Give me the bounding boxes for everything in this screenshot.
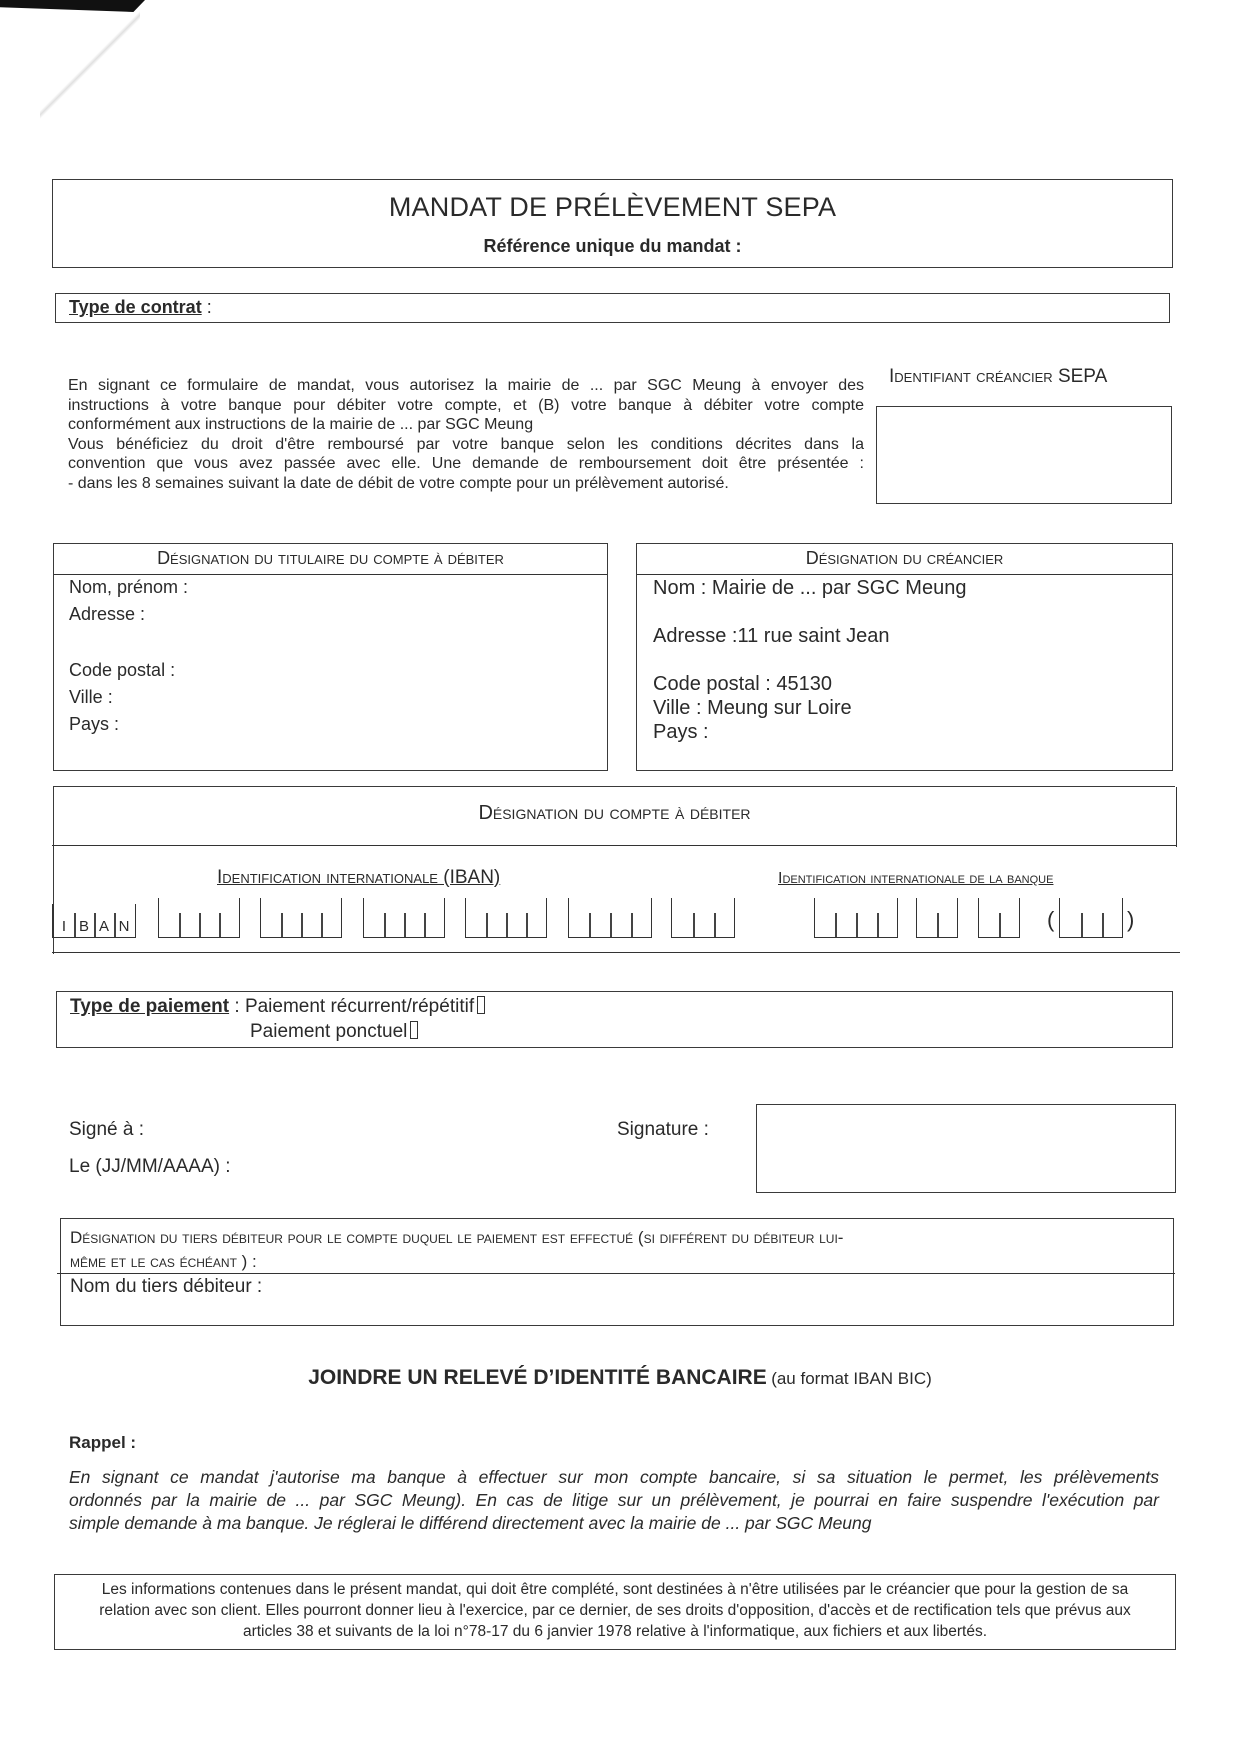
account-bottom-border [52,952,1180,953]
creditor-name: Nom : Mairie de ... par SGC Meung [653,577,967,599]
iban-letter: N [118,918,130,935]
payment-option-recurring-checkbox[interactable] [477,996,485,1014]
privacy-line: articles 38 et suivants de la loi n°78-17 du 6 janvier 1978 relative à l'informatique, aux fichiers et aux libertés. [242,1623,988,1640]
reminder-text [69,1466,1159,1535]
signature-label: Signature : [617,1119,709,1140]
third-party-name-field[interactable]: Nom du tiers débiteur : [70,1276,263,1297]
creditor-id-label: Identifiant créancier SEPA [889,366,1108,387]
intro-line: - dans les 8 semaines suivant la date de débit de votre compte pour un prélèvement autorisé. [68,474,729,492]
creditor-box [636,543,1173,771]
third-party-heading-line: Désignation du tiers débiteur pour le compte duquel le paiement est effectué (si différent du débiteur lui- [70,1228,844,1247]
iban-letter: B [78,918,89,935]
reminder-label: Rappel : [69,1433,137,1452]
contract-type-colon: : [201,297,212,317]
iban-group-6[interactable] [671,898,735,938]
payment-option-oneoff-checkbox[interactable] [410,1021,418,1039]
mandate-header-box [52,179,1173,268]
debtor-city-field[interactable]: Ville : [69,687,113,707]
page-title: MANDAT DE PRÉLÈVEMENT SEPA [388,192,837,222]
payment-type-label: Type de paiement [70,996,230,1017]
account-heading: Désignation du compte à débiter [478,802,751,824]
creditor-postal-code: Code postal : 45130 [653,673,833,695]
intro-line: convention que vous avez passée avec elle. Une demande de remboursement doit être présentée : [68,455,864,472]
bic-group-country[interactable] [916,898,958,938]
bic-group-bank[interactable] [814,898,898,938]
payment-option-oneoff-label: Paiement ponctuel [250,1021,408,1042]
creditor-address: Adresse :11 rue saint Jean [653,625,890,647]
iban-label: Identification internationale (IBAN) [217,867,501,888]
attach-rib-sub: (au format IBAN BIC) [771,1369,932,1388]
reminder-line: simple demande à ma banque. Je réglerai le différend directement avec la mairie de ... par SGC Meung [69,1513,872,1533]
contract-type-box[interactable] [55,293,1170,323]
attach-rib-main: JOINDRE UN RELEVÉ D’IDENTITÉ BANCAIRE [308,1366,767,1389]
intro-paragraph [68,376,864,493]
iban-letter: A [98,918,109,935]
date-field[interactable]: Le (JJ/MM/AAAA) : [69,1156,231,1177]
debtor-country-field[interactable]: Pays : [69,714,120,734]
account-divider [52,845,1177,846]
debtor-postal-code-field[interactable]: Code postal : [69,660,176,680]
debtor-box [53,543,608,771]
signature-field[interactable] [756,1104,1176,1193]
bic-paren-open: ( [1047,907,1055,932]
payment-option-oneoff [250,1019,418,1044]
reminder-line: En signant ce mandat j'autorise ma banque à effectuer sur mon compte bancaire, si sa situation le permet, les prélèvements [69,1467,1159,1487]
reminder-line: ordonnés par la mairie de ... par SGC Meung). En cas de litige sur un prélèvement, je pourrai en faire suspendre l'exécution par [69,1490,1159,1510]
creditor-country: Pays : [653,721,709,743]
third-party-divider [57,1273,1175,1274]
debtor-fields [69,574,188,738]
account-box [53,786,1175,954]
account-right-border [1176,787,1177,847]
mandate-reference-label: Référence unique du mandat : [483,236,742,256]
bic-label: Identification internationale de la banque [778,870,1054,887]
privacy-line: Les informations contenues dans le présent mandat, qui doit être complété, sont destinées à n'être utilisées par le créancier que pour la gestion de sa [101,1581,1129,1598]
signed-at-field[interactable]: Signé à : [69,1119,144,1140]
third-party-heading [70,1226,1170,1274]
iban-group-1[interactable] [158,898,240,938]
intro-line: Vous bénéficiez du droit d'être remboursé par votre banque selon les conditions décrites dans la [68,435,864,453]
iban-prefix [52,904,136,938]
third-party-heading-line: même et le cas échéant ) : [70,1252,257,1271]
debtor-address-field[interactable]: Adresse : [69,604,146,624]
payment-option-recurring-label: Paiement récurrent/répétitif [244,996,475,1017]
creditor-id-field[interactable] [876,406,1172,504]
iban-group-2[interactable] [260,898,342,938]
payment-type-field [70,994,485,1019]
bic-group-location[interactable] [978,898,1020,938]
third-party-box [60,1218,1174,1326]
iban-letter: I [61,918,67,935]
intro-line: En signant ce formulaire de mandat, vous autorisez la mairie de ... par SGC Meung à envoyer des [68,377,864,394]
attach-rib-notice [0,1366,1240,1390]
bic-paren-close: ) [1127,907,1135,932]
iban-group-3[interactable] [363,898,445,938]
debtor-heading: Désignation du titulaire du compte à débiter [54,548,607,575]
creditor-city: Ville : Meung sur Loire [653,697,852,719]
contract-type-label: Type de contrat [69,297,202,317]
debtor-name-field[interactable]: Nom, prénom : [69,577,189,597]
scan-fold-artifact [40,10,140,120]
iban-group-4[interactable] [465,898,547,938]
creditor-fields [653,576,966,744]
payment-type-colon: : [229,996,245,1017]
privacy-notice-box [54,1574,1176,1650]
creditor-heading: Désignation du créancier [637,548,1172,575]
contract-type-field [69,297,212,318]
privacy-notice [59,1579,1171,1642]
intro-line: instructions à votre banque pour débiter votre compte, et (B) votre banque à débiter votre compte [68,396,864,414]
intro-line: conformément aux instructions de la mairie de ... par SGC Meung [68,416,534,433]
bic-group-branch[interactable] [1059,898,1123,938]
privacy-line: relation avec son client. Elles pourront donner lieu à l'exercice, par ce dernier, de ses droits d'opposition, d'accès et de rectification tels que prévus aux [99,1602,1131,1619]
payment-type-box [56,991,1173,1048]
iban-group-5[interactable] [568,898,652,938]
